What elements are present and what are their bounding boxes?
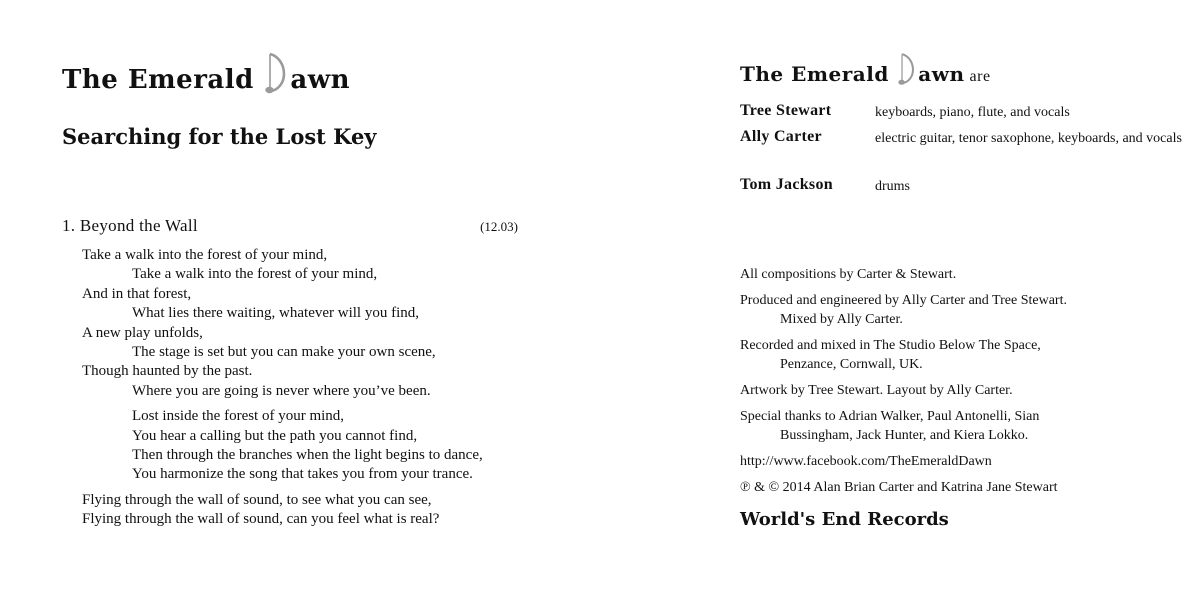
band-name-title <box>62 50 350 103</box>
facebook-link[interactable] <box>740 452 1180 471</box>
lyric-line: And in that forest, <box>82 285 192 302</box>
lyric-line: You harmonize the song that takes you from your trance. <box>132 466 473 483</box>
lyric-line: Flying through the wall of sound, can you feel what is real? <box>82 511 440 528</box>
credit-text: Produced and engineered by Ally Carter and Tree Stewart. <box>740 293 1067 308</box>
copyright-text: ℗ & © 2014 Alan Brian Carter and Katrina Jane Stewart <box>740 480 1058 495</box>
track-header <box>62 216 518 238</box>
member-row <box>740 128 1180 176</box>
credit-text-continued: Penzance, Cornwall, UK. <box>780 357 923 372</box>
lyric-line: The stage is set but you can make your own scene, <box>132 343 436 360</box>
member-row <box>740 176 1180 198</box>
credit-line <box>740 407 1180 445</box>
member-name: Tree Stewart <box>740 102 832 119</box>
music-note-d-icon <box>265 50 289 103</box>
lyric-line: Lost inside the forest of your mind, <box>132 408 345 425</box>
track-title: 1. Beyond the Wall <box>62 216 198 235</box>
members-list <box>740 102 1180 198</box>
credit-text-continued: Bussingham, Jack Hunter, and Kiera Lokko. <box>780 428 1029 443</box>
lyric-line: Though haunted by the past. <box>82 363 253 380</box>
band-name-part-2: awn <box>290 65 351 96</box>
right-page <box>600 0 1200 592</box>
band-name-part-1: The Emerald <box>62 65 264 96</box>
facebook-url[interactable]: http://www.facebook.com/TheEmeraldDawn <box>740 454 992 469</box>
member-row <box>740 102 1180 128</box>
lyric-line: You hear a calling but the path you cannot find, <box>132 427 418 444</box>
credit-text: Recorded and mixed in The Studio Below The Space, <box>740 338 1041 353</box>
credit-line <box>740 291 1180 329</box>
member-name: Tom Jackson <box>740 176 833 193</box>
band-members-heading <box>740 51 991 92</box>
member-role: drums <box>875 179 910 194</box>
credit-text: Special thanks to Adrian Walker, Paul Antonelli, Sian <box>740 409 1040 424</box>
credits <box>740 265 1180 504</box>
copyright-line <box>740 478 1180 497</box>
lyrics <box>82 246 483 529</box>
lyric-line: Where you are going is never where you’ve been. <box>132 382 431 399</box>
lyric-line: Then through the branches when the light begins to dance, <box>132 446 483 463</box>
lyric-line: What lies there waiting, whatever will you find, <box>132 305 419 322</box>
lyric-line: Take a walk into the forest of your mind, <box>82 247 328 263</box>
credit-text-continued: Mixed by Ally Carter. <box>780 312 903 327</box>
record-label: World's End Records <box>740 509 949 530</box>
credit-text: Artwork by Tree Stewart. Layout by Ally Carter. <box>740 383 1013 398</box>
are-label: are <box>969 68 991 85</box>
music-note-d-icon <box>898 51 917 92</box>
credit-line <box>740 336 1180 374</box>
band-name-part-2: awn <box>918 62 965 86</box>
credit-line <box>740 265 1180 284</box>
lyric-line: A new play unfolds, <box>82 324 203 341</box>
member-role: electric guitar, tenor saxophone, keyboards, and vocals <box>875 131 1182 146</box>
credit-line <box>740 381 1180 400</box>
track-duration: (12.03) <box>480 219 518 234</box>
band-name-part-1: The Emerald <box>740 62 897 86</box>
member-name: Ally Carter <box>740 128 822 145</box>
member-role: keyboards, piano, flute, and vocals <box>875 105 1070 120</box>
lyric-line: Take a walk into the forest of your mind, <box>132 266 378 283</box>
lyric-line: Flying through the wall of sound, to see what you can see, <box>82 491 432 508</box>
album-title: Searching for the Lost Key <box>62 124 377 149</box>
credit-text: All compositions by Carter & Stewart. <box>740 267 957 282</box>
